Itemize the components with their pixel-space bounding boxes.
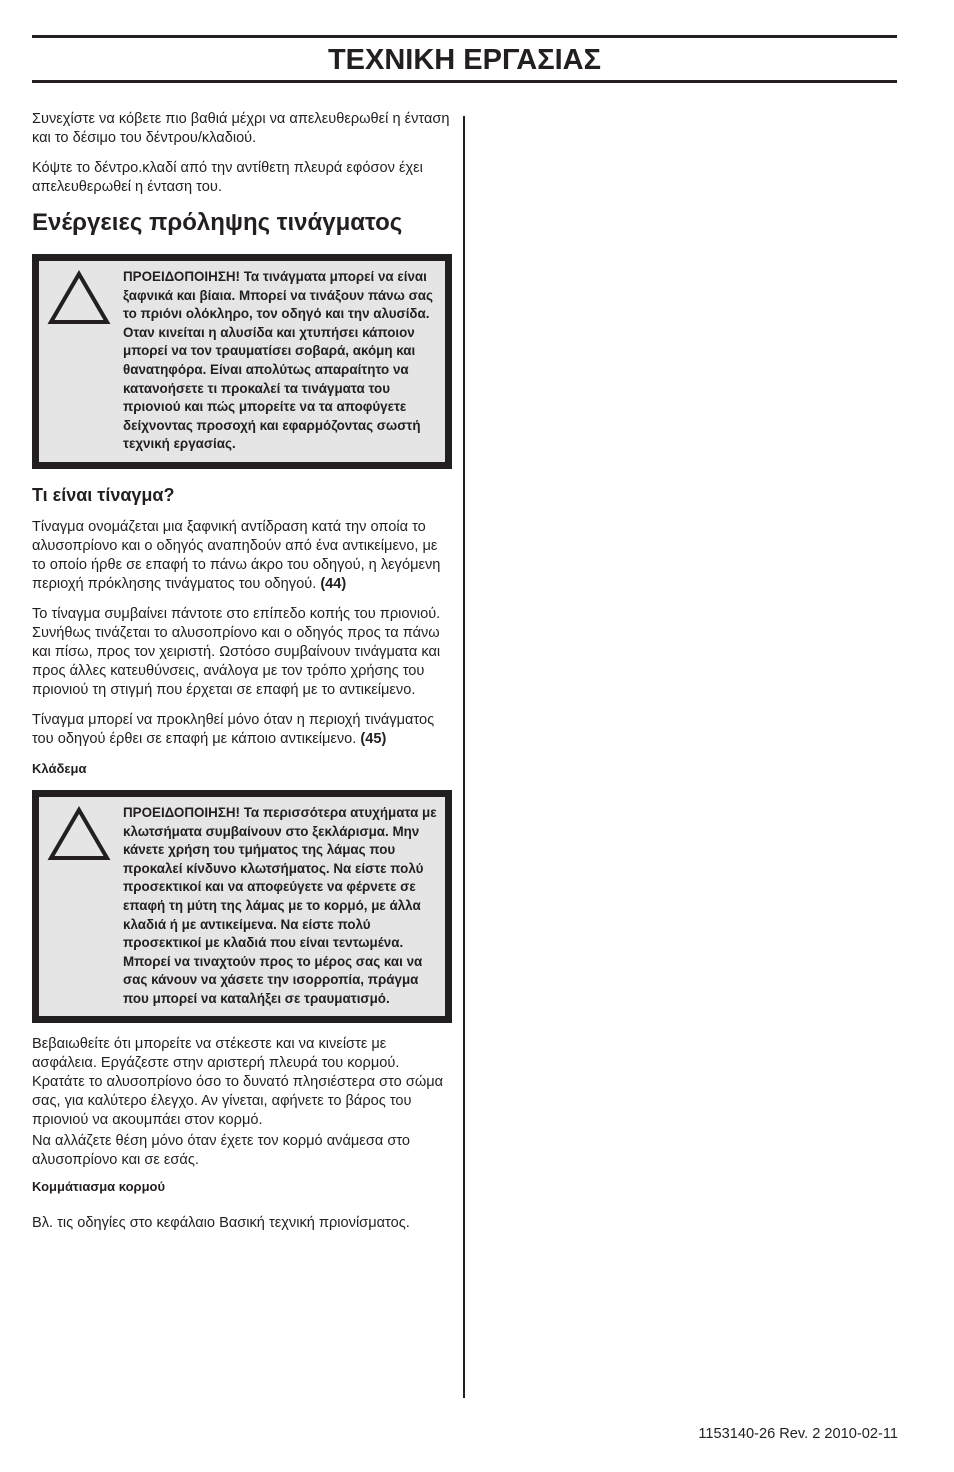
section-title: Ενέργειες πρόληψης τινάγματος xyxy=(32,209,403,236)
intro-paragraph-1: Συνεχίστε να κόβετε πιο βαθιά μέχρι να απελευθερωθεί η ένταση και το δέσιμο του δέντρου/κλαδιού. xyxy=(32,111,450,146)
kickback-paragraph-2: Το τίναγμα συμβαίνει πάντοτε στο επίπεδο κοπής του πριονιού. Συνήθως τινάζεται το αλυσοπρίονο και ο οδηγός προς τα πάνω και πίσω, προς τον χειριστή. Ωστόσο συμβαίνουν τινάγματα και προς άλλες κατευθύνσεις, ανάλογα με τον τρόπο χρήσης του πριονιού τη στιγμή που έρχεται σε επαφή με το αντικείμενο. xyxy=(32,605,441,698)
pruning-paragraph-1: Βεβαιωθείτε ότι μπορείτε να στέκεστε και να κινείστε με ασφάλεια. Εργάζεστε στην αριστερή πλευρά του κορμού. Κρατάτε το αλυσοπρίονο όσο το δυνατό πλησιέστερα στο σώμα σας, για καλύτερο έλεγχο. Αν γίνεται, αφήνετε το βάρος του πριονιού να ακουμπάει στον κορμό. xyxy=(32,1036,444,1129)
bucking-paragraph: Βλ. τις οδηγίες στο κεφάλαιο Βασική τεχνική πριονίσματος. xyxy=(32,1215,410,1232)
warning-text-kickback: ΠΡΟΕΙΔΟΠΟΙΗΣΗ! Τα τινάγματα μπορεί να είναι ξαφνικά και βίαια. Μπορεί να τινάξουν πάνω σας το πριόνι ολόκληρο, τον οδηγό και την αλυσίδα. Οταν κινείται η αλυσίδα και χτυπήσει κάποιον μπορεί να τον τραυματίσει σοβαρά, ακόμη και θανατηφόρα. Είναι απολύτως απαραίτητο να κατανοήσετε τι προκαλεί τα τινάγματα του πριονιού και πώς μπορείτε να τα αποφύγετε δείχνοντας προσοχή και εφαρμόζοντας σωστή τεχνική εργασίας. xyxy=(123,269,433,452)
kickback-heading: Τι είναι τίναγμα? xyxy=(32,484,175,505)
kickback-paragraph-1-text: Τίναγμα ονομάζεται μια ξαφνική αντίδραση κατά την οποία το αλυσοπρίονο και ο οδηγός αναπηδούν από ένα αντικείμενο, με το οποίο ήρθε σε επαφή το πάνω άκρο του οδηγού, η λεγόμενη περιοχή πρόκλησης τινάγματος του οδηγού. xyxy=(32,518,441,592)
warning-text-pruning: ΠΡΟΕΙΔΟΠΟΙΗΣΗ! Τα περισσότερα ατυχήματα με κλωτσήματα συμβαίνουν στο ξεκλάρισμα. Μην κάνετε χρήση του τμήματος της λάμας που προκαλεί κίνδυνο κλωτσήματος. Να είστε πολύ προσεκτικοί και να αποφεύγετε να φέρνετε σε επαφή τη μύτη της λάμας με το κορμό, με άλλα κλαδιά ή με αντικείμενα. Να είστε πολύ προσεκτικοί με κλαδιά που είναι τεντωμένα. Μπορεί να τιναχτούν προς το μέρος σας και να σας κάνουν να χάσετε την ισορροπία, πράγμα που μπορεί να καταλήξει σε τραυματισμό. xyxy=(123,804,437,1006)
warning-triangle-icon xyxy=(47,806,111,862)
bucking-heading: Κομμάτιασμα κορμού xyxy=(32,1179,166,1195)
header-bottom-rule xyxy=(32,80,897,83)
intro-paragraph-2: Κόψτε το δέντρο.κλαδί από την αντίθετη πλευρά εφόσον έχει απελευθερωθεί η ένταση του. xyxy=(32,160,423,195)
column-divider xyxy=(463,116,465,1398)
page-title: ΤΕΧΝΙΚΗ ΕΡΓΑΣΙΑΣ xyxy=(327,44,602,76)
kickback-paragraph-1 xyxy=(32,518,452,594)
header-top-rule xyxy=(32,35,897,38)
document-code: 1153140-26 Rev. 2 2010-02-11 xyxy=(698,1426,898,1442)
pruning-heading: Κλάδεμα xyxy=(32,760,87,776)
kickback-paragraph-3-text: Τίναγμα μπορεί να προκληθεί μόνο όταν η περιοχή τινάγματος του οδηγού έρθει σε επαφή με κάποιο αντικείμενο. xyxy=(32,711,435,747)
warning-box-kickback xyxy=(32,254,452,469)
figure-ref-44: (44) xyxy=(320,575,347,592)
warning-box-pruning xyxy=(32,790,452,1024)
warning-triangle-icon xyxy=(47,270,111,326)
figure-ref-45: (45) xyxy=(360,730,387,747)
left-column xyxy=(32,110,452,1244)
pruning-paragraph-2: Να αλλάζετε θέση μόνο όταν έχετε τον κορμό ανάμεσα στο αλυσοπρίονο και σε εσάς. xyxy=(32,1133,410,1169)
kickback-paragraph-3 xyxy=(32,711,452,749)
